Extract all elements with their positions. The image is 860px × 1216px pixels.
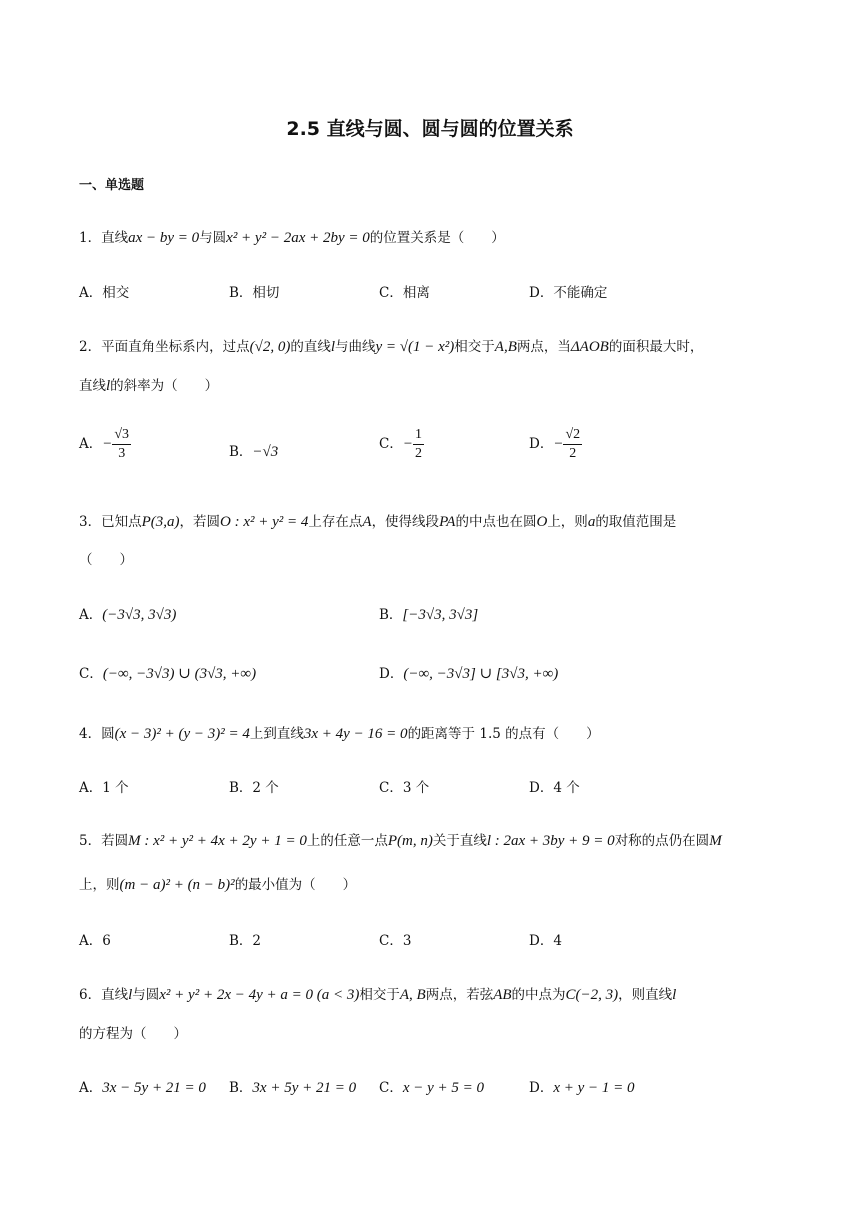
q1-option-b[interactable]: B．相切 xyxy=(229,285,280,301)
q5-option-a[interactable]: A．6 xyxy=(79,933,111,949)
q5-math-m: M xyxy=(709,833,722,849)
q3-math-circle: O : x² + y² = 4 xyxy=(220,514,309,530)
q5-option-c[interactable]: C．3 xyxy=(379,933,412,949)
q5-option-b[interactable]: B．2 xyxy=(229,933,262,949)
q2-line2-b: 的斜率为（ ） xyxy=(110,378,219,394)
q3-option-c[interactable] xyxy=(79,662,256,683)
q5-line2-math: (m − a)² + (n − b)² xyxy=(119,877,235,893)
q6-option-b-math: 3x + 5y + 21 = 0 xyxy=(252,1080,357,1096)
q1-text-b: 与圆 xyxy=(199,230,227,246)
q6-option-d-label: D． xyxy=(529,1080,554,1096)
q2-option-c-den: 2 xyxy=(414,446,422,461)
q3-text-g: 的取值范围是 xyxy=(595,514,677,530)
q1-math-line: ax − by = 0 xyxy=(128,230,200,246)
q2-option-c-num: 1 xyxy=(413,426,424,445)
q6-text-b: 与圆 xyxy=(132,987,160,1003)
q2-line2-l: l xyxy=(106,378,111,394)
q4-option-d[interactable]: D．4 个 xyxy=(529,780,580,796)
q2-option-b-math: −√3 xyxy=(252,444,279,460)
question-6-stem xyxy=(79,983,676,1004)
q2-math-triangle: ΔAOB xyxy=(570,339,609,355)
q1-option-c[interactable]: C．相离 xyxy=(379,285,430,301)
q3-math-var-a: a xyxy=(587,514,596,530)
q6-math-ab: A, B xyxy=(399,987,426,1003)
question-5-stem-line2 xyxy=(79,873,356,894)
q3-option-a-math: (−3√3, 3√3) xyxy=(102,607,177,623)
q5-line2-a: 上，则 xyxy=(79,877,120,893)
question-3-stem-line2: （ ） xyxy=(79,552,133,568)
q3-option-b[interactable] xyxy=(379,603,478,624)
question-2-stem-line2 xyxy=(79,374,218,395)
q2-option-d[interactable] xyxy=(529,426,582,463)
question-4-stem xyxy=(79,722,600,743)
q6-option-b[interactable] xyxy=(229,1076,356,1097)
q4-option-b[interactable]: B．2 个 xyxy=(229,780,279,796)
q6-text-d: 两点，若弦 xyxy=(425,987,494,1003)
q6-math-circle: x² + y² + 2x − 4y + a = 0 (a < 3) xyxy=(159,987,360,1003)
q2-option-c[interactable] xyxy=(379,426,424,463)
q2-option-a-num: √3 xyxy=(112,426,131,445)
q3-math-p: P(3,a) xyxy=(141,514,180,530)
q3-option-d-label: D． xyxy=(379,666,404,682)
q1-option-a[interactable]: A．相交 xyxy=(79,285,130,301)
q2-option-c-sign: − xyxy=(402,436,413,452)
q1-text-a: 1．直线 xyxy=(79,230,129,246)
q6-text-f: ，则直线 xyxy=(618,987,673,1003)
q2-option-c-fraction xyxy=(413,426,424,463)
q6-option-c[interactable] xyxy=(379,1076,484,1097)
q5-math-point: P(m, n) xyxy=(387,833,433,849)
q2-text-d: 相交于 xyxy=(454,339,495,355)
q3-text-e: 的中点也在圆 xyxy=(455,514,537,530)
q6-text-a: 6．直线 xyxy=(79,987,129,1003)
q4-text-b: 上到直线 xyxy=(249,726,304,742)
q2-option-a-sign: − xyxy=(102,436,113,452)
q2-option-d-sign: − xyxy=(553,436,564,452)
q3-option-d-math: (−∞, −3√3] ∪ [3√3, +∞) xyxy=(403,666,559,682)
q3-option-a[interactable] xyxy=(79,603,176,624)
q3-text-d: ，使得线段 xyxy=(371,514,440,530)
q3-option-b-math: [−3√3, 3√3] xyxy=(402,607,479,623)
q3-option-c-math: (−∞, −3√3) ∪ (3√3, +∞) xyxy=(102,666,257,682)
q2-math-l: l xyxy=(330,339,335,355)
q4-text-c: 的距离等于 1.5 的点有（ ） xyxy=(407,726,600,742)
q4-option-a[interactable]: A．1 个 xyxy=(79,780,129,796)
q6-math-l2: l xyxy=(672,987,677,1003)
q2-math-ab: A,B xyxy=(494,339,517,355)
question-2-stem xyxy=(79,335,703,356)
q4-text-a: 4．圆 xyxy=(79,726,115,742)
q6-math-midpoint: C(−2, 3) xyxy=(565,987,619,1003)
q4-option-c[interactable]: C．3 个 xyxy=(379,780,430,796)
q2-line2-a: 直线 xyxy=(79,378,106,394)
q2-text-f: 的面积最大时， xyxy=(608,339,704,355)
q2-text-e: 两点，当 xyxy=(516,339,571,355)
q6-option-d[interactable] xyxy=(529,1076,635,1097)
q5-option-d[interactable]: D．4 xyxy=(529,933,562,949)
q4-math-circle: (x − 3)² + (y − 3)² = 4 xyxy=(114,726,250,742)
section-heading: 一、单选题 xyxy=(79,178,145,193)
q1-math-circle: x² + y² − 2ax + 2by = 0 xyxy=(226,230,370,246)
q6-option-a-math: 3x − 5y + 21 = 0 xyxy=(102,1080,206,1096)
question-3-stem xyxy=(79,510,676,531)
q5-text-b: 上的任意一点 xyxy=(306,833,388,849)
q2-option-d-den: 2 xyxy=(569,446,577,461)
q3-option-c-label: C． xyxy=(79,666,103,682)
q2-option-d-fraction xyxy=(563,426,582,463)
q6-text-e: 的中点为 xyxy=(511,987,566,1003)
q2-option-a-fraction xyxy=(112,426,131,463)
q5-line2-b: 的最小值为（ ） xyxy=(234,877,357,893)
q5-text-c: 关于直线 xyxy=(432,833,487,849)
q3-math-pa: PA xyxy=(439,514,456,530)
q2-option-a-label: A． xyxy=(79,436,103,452)
q5-text-a: 5．若圆 xyxy=(79,833,129,849)
q3-text-b: ，若圆 xyxy=(179,514,220,530)
q6-option-c-label: C． xyxy=(379,1080,403,1096)
q2-text-c: 与曲线 xyxy=(335,339,376,355)
q6-option-d-math: x + y − 1 = 0 xyxy=(553,1080,635,1096)
page-title: 2.5 直线与圆、圆与圆的位置关系 xyxy=(286,118,574,140)
question-5-stem xyxy=(79,829,722,850)
q2-option-a[interactable] xyxy=(79,426,131,463)
q5-math-line: l : 2ax + 3by + 9 = 0 xyxy=(486,833,615,849)
q2-math-curve: y = √(1 − x²) xyxy=(375,339,455,355)
q1-option-d[interactable]: D．不能确定 xyxy=(529,285,608,301)
question-1-stem xyxy=(79,226,505,247)
q1-text-c: 的位置关系是（ ） xyxy=(369,230,505,246)
q3-math-a: A xyxy=(362,514,372,530)
q3-option-b-label: B． xyxy=(379,607,403,623)
q5-math-circle: M : x² + y² + 4x + 2y + 1 = 0 xyxy=(128,833,307,849)
q3-option-a-label: A． xyxy=(79,607,103,623)
q2-option-a-den: 3 xyxy=(118,446,126,461)
q5-text-d: 对称的点仍在圆 xyxy=(614,833,710,849)
q2-option-d-num: √2 xyxy=(563,426,582,445)
q6-option-c-math: x − y + 5 = 0 xyxy=(402,1080,485,1096)
q3-text-f: 上，则 xyxy=(547,514,588,530)
q6-text-c: 相交于 xyxy=(359,987,400,1003)
q2-option-c-label: C． xyxy=(379,436,403,452)
q2-math-point: (√2, 0) xyxy=(249,339,291,355)
q4-math-line: 3x + 4y − 16 = 0 xyxy=(303,726,408,742)
q3-text-a: 3．已知点 xyxy=(79,514,142,530)
q3-math-o: O xyxy=(536,514,548,530)
q2-text-a: 2．平面直角坐标系内，过点 xyxy=(79,339,250,355)
q2-text-b: 的直线 xyxy=(290,339,331,355)
question-6-stem-line2: 的方程为（ ） xyxy=(79,1026,187,1042)
q6-math-chord: AB xyxy=(493,987,512,1003)
q6-option-b-label: B． xyxy=(229,1080,253,1096)
q2-option-b-label: B． xyxy=(229,444,253,460)
q3-option-d[interactable] xyxy=(379,662,558,683)
q6-option-a-label: A． xyxy=(79,1080,103,1096)
q6-math-l: l xyxy=(128,987,133,1003)
q2-option-d-label: D． xyxy=(529,436,554,452)
q3-text-c: 上存在点 xyxy=(308,514,363,530)
q2-option-b[interactable] xyxy=(229,440,278,461)
q6-option-a[interactable] xyxy=(79,1076,206,1097)
